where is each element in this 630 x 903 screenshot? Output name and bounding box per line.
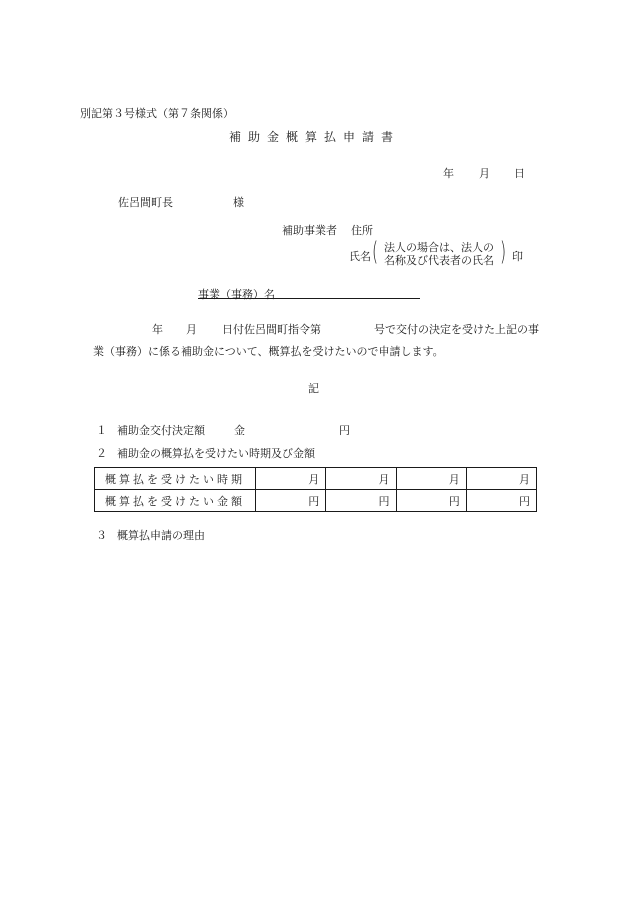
close-paren-icon: ) [500, 237, 507, 267]
form-label: 別記第３号様式（第７条関係） [80, 107, 234, 120]
item2-number: ２ [96, 447, 107, 460]
corp-note-line1: 法人の場合は、法人の [384, 241, 494, 254]
body-year: 年 [152, 323, 163, 336]
item2-label: 補助金の概算払を受けたい時期及び金額 [117, 447, 315, 460]
item1-label: 補助金交付決定額 [117, 424, 205, 437]
document-title: 補助金概算払申請書 [229, 130, 401, 144]
amount-cell: 円 [396, 490, 466, 512]
corp-note-line2: 名称及び代表者の氏名 [384, 254, 494, 267]
amount-cell: 円 [326, 490, 396, 512]
schedule-table [94, 467, 537, 512]
amount-cell: 円 [466, 490, 536, 512]
body-line2: 業（事務）に係る補助金について、概算払を受けたいので申請します。 [93, 345, 444, 358]
body-line1-tail: 号で交付の決定を受けた上記の事 [374, 323, 539, 336]
date-day: 日 [514, 167, 525, 180]
row-header-period: 概算払を受けたい時期 [95, 468, 256, 490]
item3-label: 概算払申請の理由 [117, 529, 205, 542]
body-month: 月 [186, 323, 197, 336]
period-cell: 月 [256, 468, 326, 490]
table-row [95, 468, 537, 490]
addressee-honorific: 様 [233, 196, 244, 209]
address-label: 住所 [351, 224, 373, 237]
item3-number: ３ [96, 529, 107, 542]
applicant-label: 補助事業者 [282, 224, 337, 237]
body-line1-mid: 日付佐呂間町指令第 [222, 323, 321, 336]
seal-mark: 印 [512, 250, 523, 263]
period-cell: 月 [396, 468, 466, 490]
business-name-label: 事業（事務）名 [198, 288, 275, 301]
date-year: 年 [443, 167, 454, 180]
period-cell: 月 [466, 468, 536, 490]
date-month: 月 [479, 167, 490, 180]
name-label: 氏名 [349, 250, 371, 263]
row-header-amount: 概算払を受けたい金額 [95, 490, 256, 512]
amount-cell: 円 [256, 490, 326, 512]
item1-unit: 円 [339, 424, 350, 437]
ki-heading: 記 [308, 382, 319, 395]
business-name-underline [198, 298, 420, 299]
item1-number: １ [96, 424, 107, 437]
item1-currency-prefix: 金 [234, 424, 245, 437]
addressee-name: 佐呂間町長 [118, 196, 173, 209]
period-cell: 月 [326, 468, 396, 490]
table-row [95, 490, 537, 512]
open-paren-icon: ( [372, 237, 379, 267]
